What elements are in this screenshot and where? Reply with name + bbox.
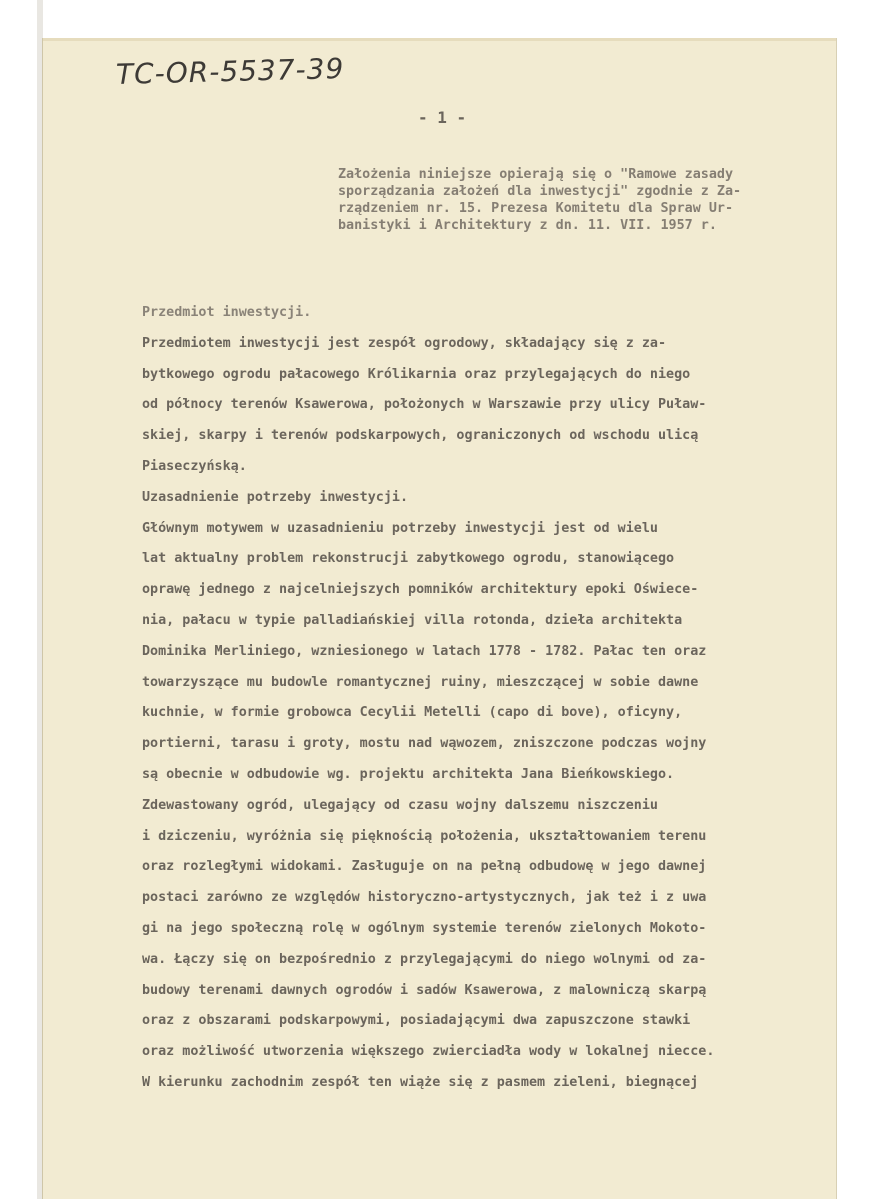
text-line: Zdewastowany ogród, ulegający od czasu wojny dalszemu niszczeniu (142, 797, 658, 813)
section-heading: Uzasadnienie potrzeby inwestycji. (142, 489, 409, 505)
preface-line: Założenia niniejsze opierają się o "Ramowe zasady (338, 167, 734, 182)
text-line: oraz możliwość utworzenia większego zwierciadła wody w lokalnej niecce. (142, 1044, 715, 1060)
text-line: oraz rozległymi widokami. Zasługuje on na pełną odbudowę w jego dawnej (142, 859, 707, 875)
preface-line: rządzeniem nr. 15. Prezesa Komitetu dla Spraw Ur- (338, 201, 734, 216)
text-line: i dziczeniu, wyróżnia się pięknością położenia, ukształtowaniem terenu (142, 828, 707, 844)
text-line: wa. Łączy się on bezpośrednio z przylegającymi do niego wolnymi od za- (142, 951, 707, 967)
text-line: bytkowego ogrodu pałacowego Królikarnia oraz przylegających do niego (142, 366, 691, 382)
text-line: oraz z obszarami podskarpowymi, posiadającymi dwa zapuszczone stawki (142, 1013, 691, 1029)
page-number: - 1 - (418, 108, 467, 127)
text-line: nia, pałacu w typie palladiańskiej villa rotonda, dzieła architekta (142, 612, 683, 628)
text-line: są obecnie w odbudowie wg. projektu architekta Jana Bieńkowskiego. (142, 766, 675, 782)
text-line: Piaseczyńską. (142, 458, 247, 474)
text-line: oprawę jednego z najcelniejszych pomników architektury epoki Oświece- (142, 582, 699, 598)
text-line: Przedmiotem inwestycji jest zespół ogrodowy, składający się z za- (142, 335, 667, 351)
text-line: skiej, skarpy i terenów podskarpowych, ograniczonych od wschodu ulicą (142, 428, 699, 444)
preface-line: sporządzania założeń dla inwestycji" zgodnie z Za- (338, 184, 742, 199)
handwritten-reference-number: TC-OR-5537-39 (115, 52, 345, 91)
text-line: budowy terenami dawnych ogrodów i sadów Ksawerowa, z malowniczą skarpą (142, 982, 707, 998)
text-line: od północy terenów Ksawerowa, położonych w Warszawie przy ulicy Puław- (142, 397, 707, 413)
text-line: portierni, tarasu i groty, mostu nad wąwozem, zniszczone podczas wojny (142, 736, 707, 752)
body-text (142, 298, 714, 1099)
text-line: kuchnie, w formie grobowca Cecylii Metelli (capo di bove), oficyny, (142, 705, 683, 721)
section-heading: Przedmiot inwestycji. (142, 305, 312, 320)
preface-line: banistyki i Architektury z dn. 11. VII. 1957 r. (338, 218, 717, 233)
text-line: towarzyszące mu budowle romantycznej ruiny, mieszczącej w sobie dawne (142, 674, 699, 690)
text-line: lat aktualny problem rekonstrucji zabytkowego ogrodu, stanowiącego (142, 551, 675, 567)
text-line: gi na jego społeczną rolę w ogólnym systemie terenów zielonych Mokoto- (142, 920, 707, 936)
text-line: W kierunku zachodnim zespół ten wiąże się z pasmem zieleni, biegnącej (142, 1074, 699, 1090)
text-line: Dominika Merliniego, wzniesionego w latach 1778 - 1782. Pałac ten oraz (142, 643, 707, 659)
text-line: Głównym motywem w uzasadnieniu potrzeby inwestycji jest od wielu (142, 520, 658, 536)
preface-note (338, 166, 741, 234)
text-line: postaci zarówno ze względów historyczno-artystycznych, jak też i z uwa (142, 890, 707, 906)
